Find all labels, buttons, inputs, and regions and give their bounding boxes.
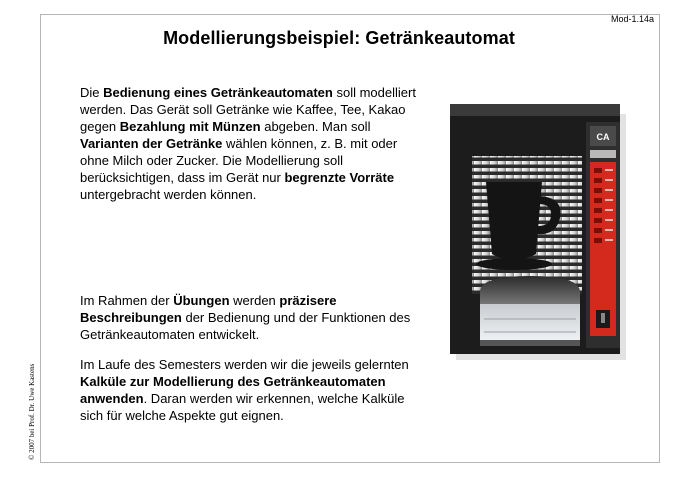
slide-id: Mod-1.14a (610, 14, 654, 24)
display (590, 150, 616, 158)
text-run: wählen können, z. B. mit oder ohne Milch oder Zucker. Die Modellierung soll berücksichtigen, dass im Gerät nur (80, 136, 398, 185)
text-run: untergebracht werden können. (80, 187, 257, 202)
emphasis: Bedienung eines Getränkeautomaten (103, 85, 333, 100)
text-run: abgeben. Man soll (260, 119, 371, 134)
dispenser-dome (480, 276, 580, 304)
text-run: werden (229, 293, 280, 308)
text-run: Die (80, 85, 104, 100)
emphasis: Kalküle zur Modellierung des Getränkeautomaten anwenden (80, 374, 386, 406)
emphasis: Bezahlung mit Münzen (119, 119, 261, 134)
machine-logo: CA (596, 132, 610, 142)
slide-title: Modellierungsbeispiel: Getränkeautomat (163, 28, 515, 48)
copyright-notice: © 2007 bei Prof. Dr. Uwe Kastens (28, 363, 36, 460)
text-run: Im Rahmen der (80, 293, 174, 308)
paragraph-description (80, 84, 420, 203)
paragraph-semester (80, 356, 420, 424)
text-run: der Bedienung und der Funktionen des Getränkeautomaten entwickelt. (80, 310, 411, 342)
cup-tray (480, 304, 580, 340)
selection-panel (590, 162, 616, 336)
text-run: soll modelliert werden. Das Gerät soll Getränke wie Kaffee, Tee, Kakao gegen (80, 85, 416, 134)
emphasis: Varianten der Getränke (80, 136, 223, 151)
emphasis: Übungen (173, 293, 230, 308)
text-run: Im Laufe des Semesters werden wir die jeweils gelernten (80, 357, 409, 372)
vending-machine-image (450, 104, 630, 360)
text-run: . Daran werden wir erkennen, welche Kalküle sich für welche Aspekte gut eignen. (80, 391, 405, 423)
emphasis: präzisere Beschreibungen (80, 293, 337, 325)
paragraph-exercises (80, 292, 420, 343)
emphasis: begrenzte Vorräte (284, 170, 395, 185)
